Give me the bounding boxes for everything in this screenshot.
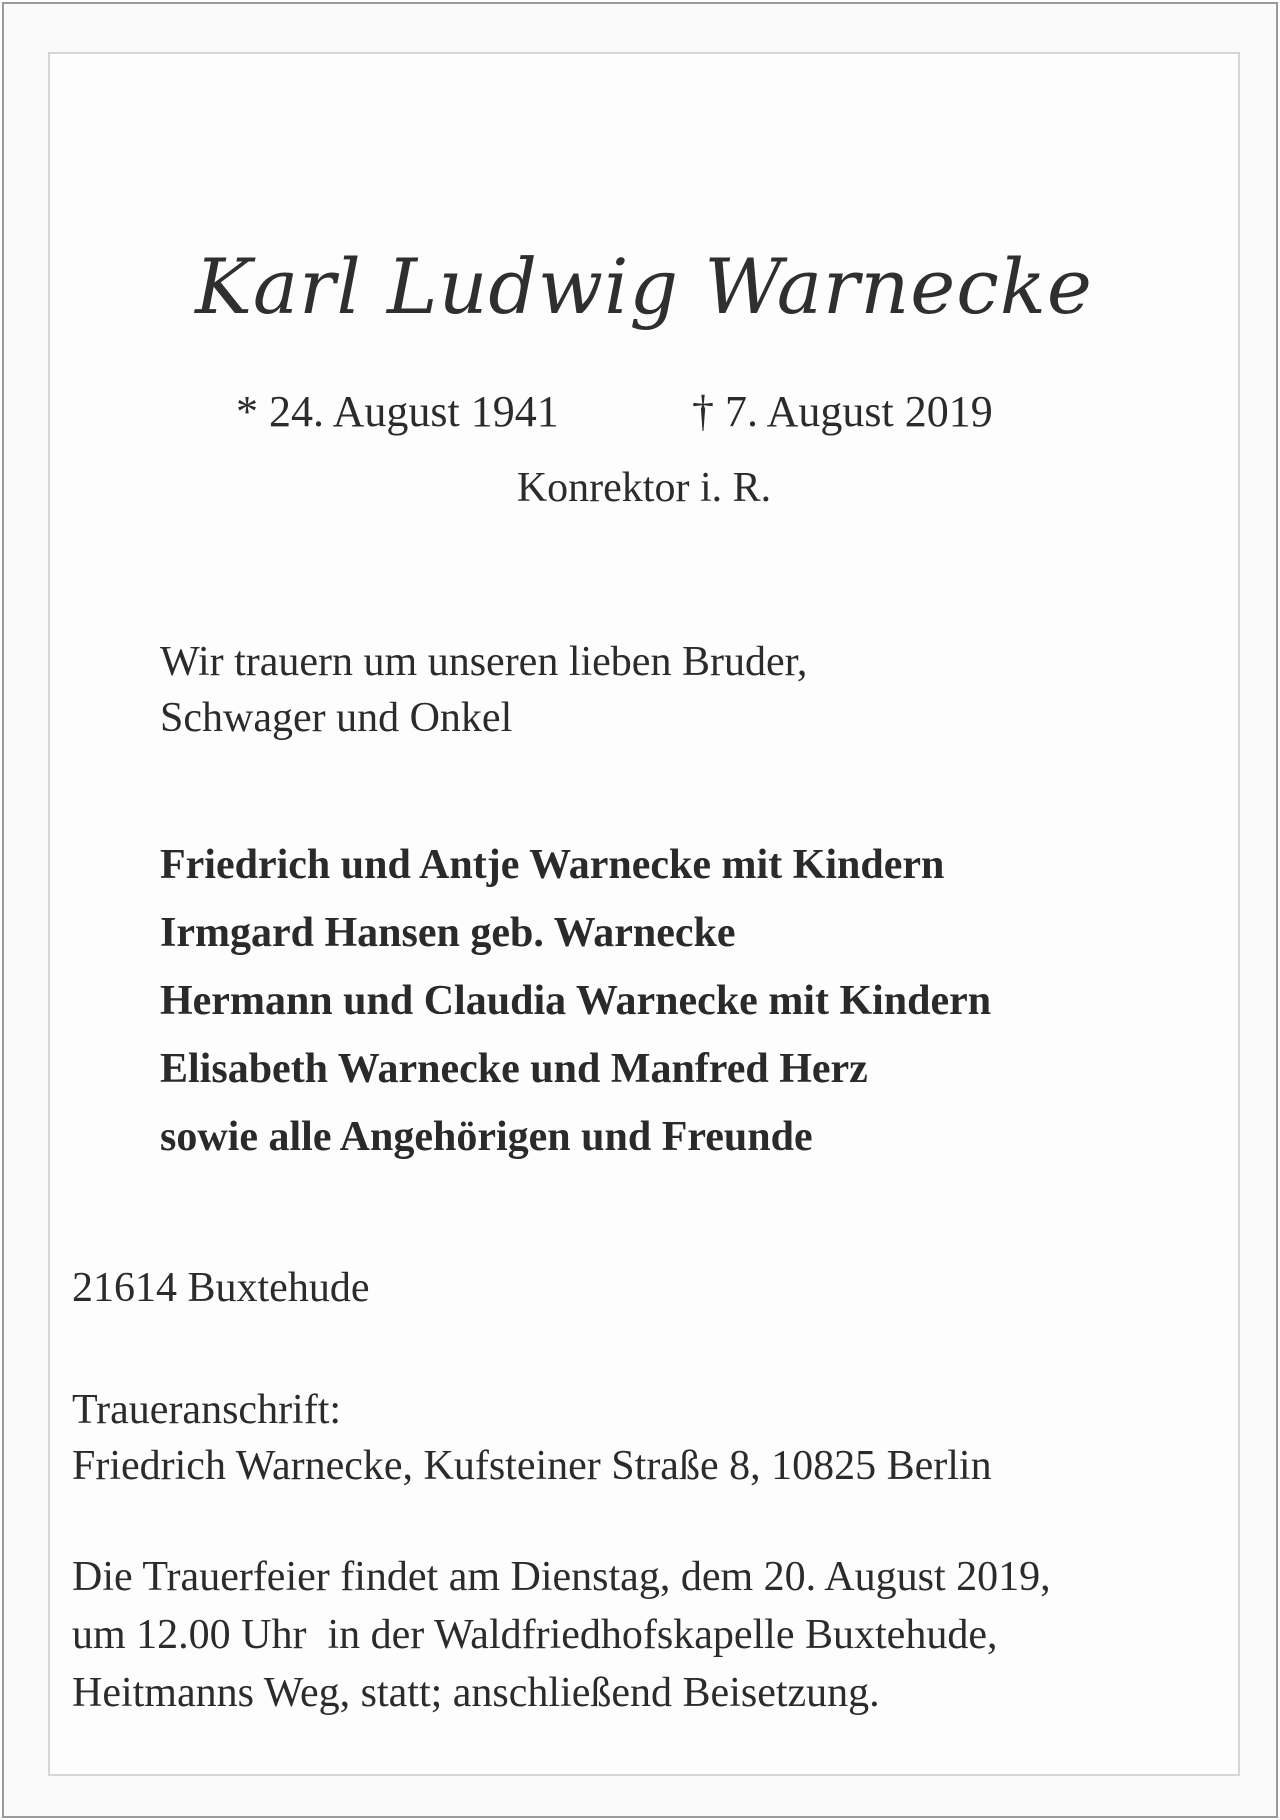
birth-date: * 24. August 1941 bbox=[236, 387, 559, 436]
ceremony-info bbox=[72, 1548, 1051, 1722]
mourning-text bbox=[160, 634, 807, 746]
mourner-line: Irmgard Hansen geb. Warnecke bbox=[160, 910, 736, 956]
notice-card bbox=[48, 52, 1240, 1776]
city: 21614 Buxtehude bbox=[72, 1265, 370, 1311]
mourner-line: sowie alle Angehörigen und Freunde bbox=[160, 1114, 813, 1160]
mourning-line: Wir trauern um unseren lieben Bruder, bbox=[160, 639, 808, 685]
address-label: Traueranschrift: bbox=[72, 1387, 342, 1433]
ceremony-line: Heitmanns Weg, statt; anschließend Beisetzung. bbox=[72, 1670, 880, 1716]
mourners-list bbox=[160, 831, 991, 1171]
life-dates bbox=[50, 386, 1238, 436]
mourner-line: Hermann und Claudia Warnecke mit Kindern bbox=[160, 978, 992, 1024]
outer-frame bbox=[2, 2, 1278, 1818]
mourning-address bbox=[72, 1382, 992, 1494]
mourning-line: Schwager und Onkel bbox=[160, 695, 513, 741]
address-text: Friedrich Warnecke, Kufsteiner Straße 8, 10825 Berlin bbox=[72, 1443, 992, 1489]
ceremony-line: um 12.00 Uhr in der Waldfriedhofskapelle Buxtehude, bbox=[72, 1612, 998, 1658]
deceased-name: Karl Ludwig Warnecke bbox=[195, 242, 1093, 331]
death-date: † 7. August 2019 bbox=[692, 387, 993, 436]
ceremony-line: Die Trauerfeier findet am Dienstag, dem 20. August 2019, bbox=[72, 1554, 1051, 1600]
occupation-title: Konrektor i. R. bbox=[516, 465, 772, 511]
mourner-line: Elisabeth Warnecke und Manfred Herz bbox=[160, 1046, 868, 1092]
mourner-line: Friedrich und Antje Warnecke mit Kindern bbox=[160, 842, 945, 888]
